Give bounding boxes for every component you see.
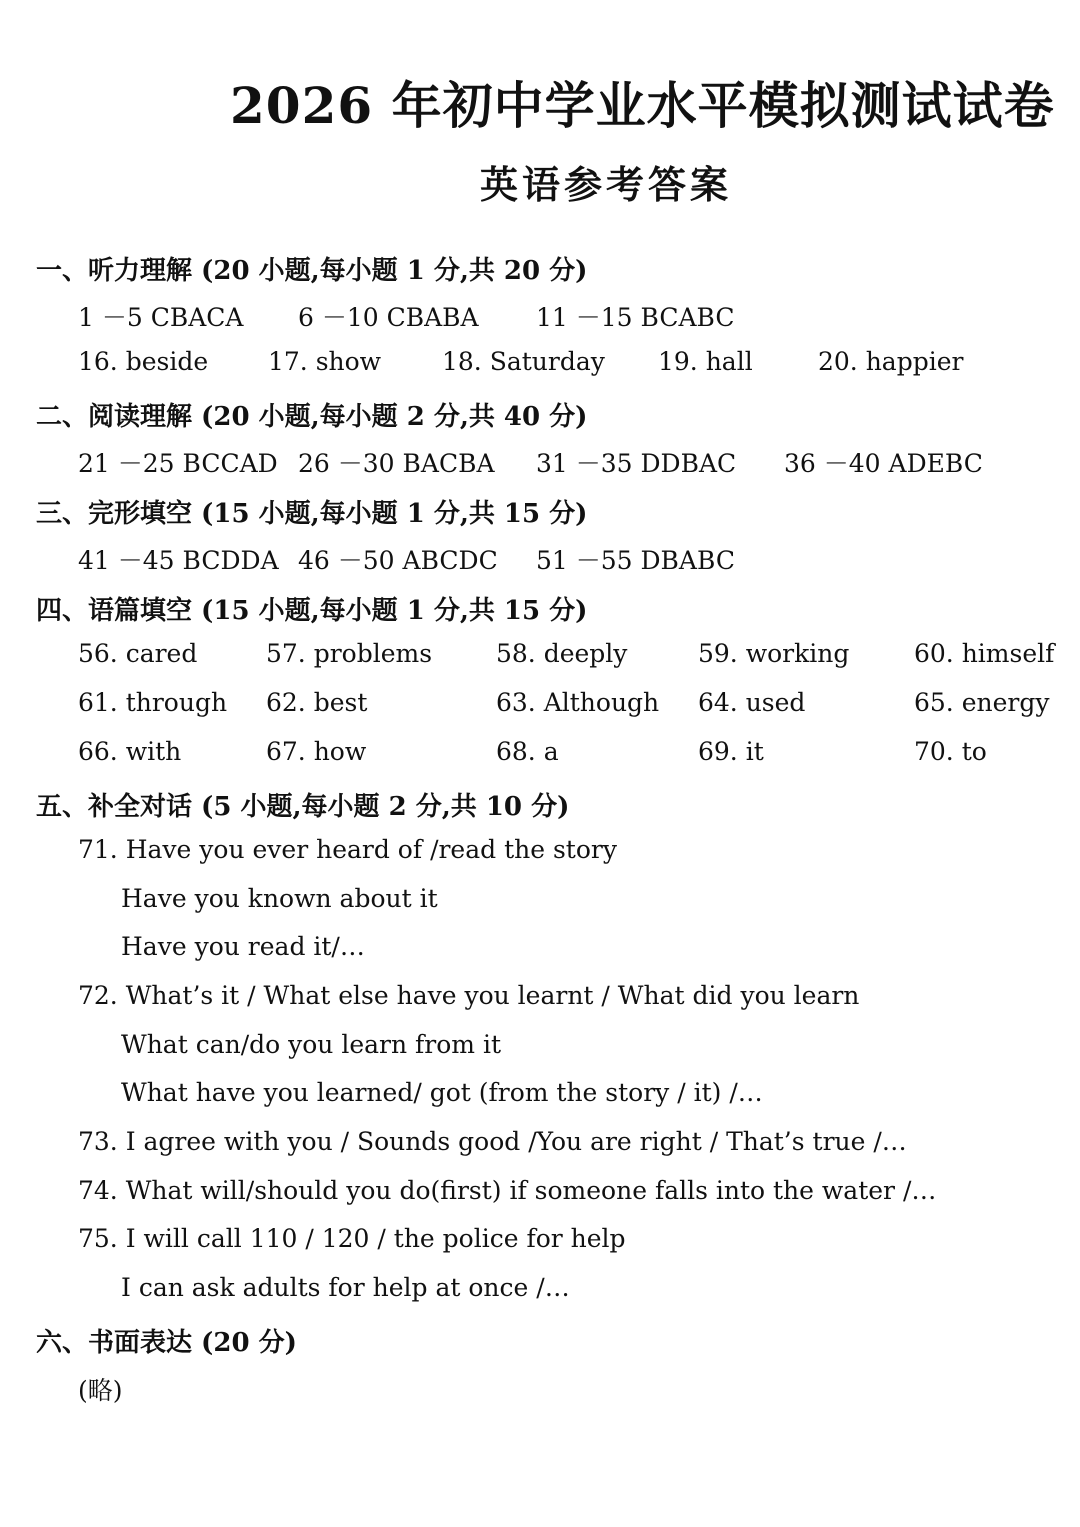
answer-item: 1 －5 CBACA [78, 303, 244, 332]
answer-item: 6 －10 CBABA [298, 303, 479, 332]
answer-item: 69. it [698, 737, 764, 766]
section-heading-text-completion: 四、语篇填空 (15 小题,每小题 1 分,共 15 分) [36, 596, 588, 626]
answer-item: 66. with [78, 737, 182, 766]
answer-item: 21 －25 BCCAD [78, 449, 278, 478]
answer-line: 75. I will call 110 ∕ 120 ∕ the police for help [78, 1224, 626, 1253]
answer-row [0, 737, 1080, 773]
answer-item: 11 －15 BCABC [536, 303, 735, 332]
answer-item: 60. himself [914, 639, 1055, 668]
answer-item: 61. through [78, 688, 228, 717]
answer-row [0, 298, 1080, 334]
answer-line: What can∕do you learn from it [121, 1030, 501, 1059]
section-heading-writing: 六、书面表达 (20 分) [36, 1328, 297, 1358]
answer-item: 68. a [496, 737, 559, 766]
answer-row [0, 347, 1080, 383]
answer-line: (略) [78, 1376, 123, 1405]
answer-item: 62. best [266, 688, 368, 717]
answer-item: 57. problems [266, 639, 433, 668]
answer-line: 73. I agree with you ∕ Sounds good ∕You are right ∕ That’s true ∕… [78, 1127, 907, 1156]
answer-row [0, 444, 1080, 480]
answer-line: Have you known about it [121, 884, 438, 913]
answer-item: 18. Saturday [442, 347, 605, 376]
answer-line: 71. Have you ever heard of ∕read the story [78, 835, 617, 864]
section-heading-dialogue: 五、补全对话 (5 小题,每小题 2 分,共 10 分) [36, 792, 570, 822]
answer-item: 19. hall [658, 347, 753, 376]
answer-item: 17. show [268, 347, 382, 376]
answer-item: 26 －30 BACBA [298, 449, 495, 478]
answer-item: 65. energy [914, 688, 1050, 717]
page-title: 2026 年初中学业水平模拟测试试卷 [230, 76, 1055, 135]
answer-item: 59. working [698, 639, 850, 668]
answer-item: 16. beside [78, 347, 209, 376]
answer-row [0, 541, 1080, 577]
answer-item: 70. to [914, 737, 987, 766]
answer-line: What have you learned∕ got (from the story ∕ it) ∕… [121, 1078, 763, 1107]
answer-line: 74. What will∕should you do(first) if someone falls into the water ∕… [78, 1176, 937, 1205]
answer-line: I can ask adults for help at once ∕… [121, 1273, 570, 1302]
answer-item: 56. cared [78, 639, 198, 668]
answer-item: 64. used [698, 688, 806, 717]
answer-item: 58. deeply [496, 639, 628, 668]
section-heading-listening: 一、听力理解 (20 小题,每小题 1 分,共 20 分) [36, 256, 588, 286]
answer-item: 46 －50 ABCDC [298, 546, 498, 575]
answer-item: 41 －45 BCDDA [78, 546, 279, 575]
answer-line: Have you read it∕… [121, 932, 365, 961]
answer-row [0, 639, 1080, 675]
page-subtitle: 英语参考答案 [480, 162, 733, 207]
answer-item: 51 －55 DBABC [536, 546, 735, 575]
answer-line: 72. What’s it ∕ What else have you learnt ∕ What did you learn [78, 981, 860, 1010]
answer-item: 36 －40 ADEBC [784, 449, 983, 478]
answer-row [0, 688, 1080, 724]
answer-item: 20. happier [818, 347, 964, 376]
answer-item: 31 －35 DDBAC [536, 449, 737, 478]
answer-item: 63. Although [496, 688, 660, 717]
section-heading-cloze: 三、完形填空 (15 小题,每小题 1 分,共 15 分) [36, 499, 588, 529]
section-heading-reading: 二、阅读理解 (20 小题,每小题 2 分,共 40 分) [36, 402, 588, 432]
answer-item: 67. how [266, 737, 367, 766]
